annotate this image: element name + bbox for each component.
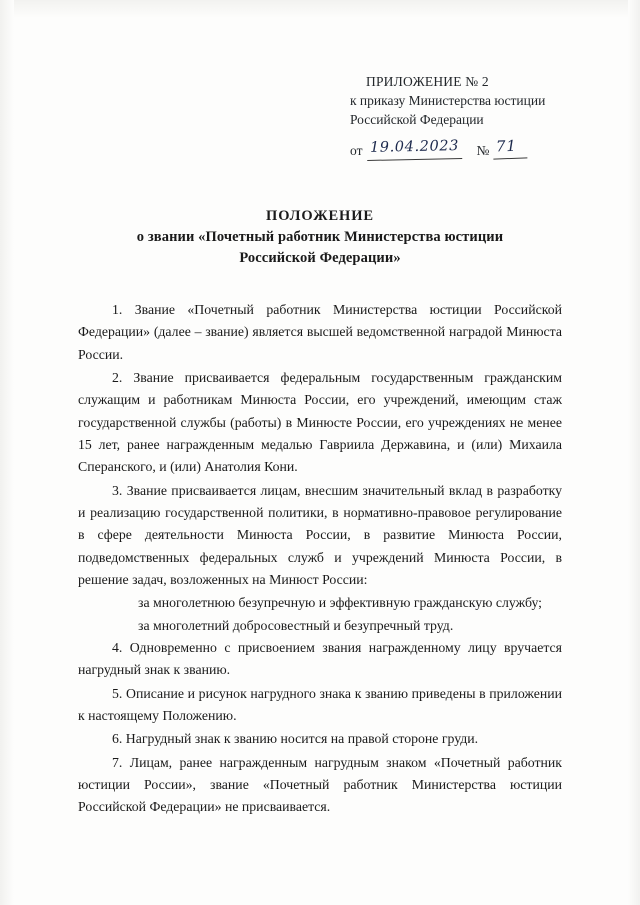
appendix-header bbox=[348, 72, 640, 160]
paragraph-6: 6. Нагрудный знак к званию носится на правой стороне груди. bbox=[112, 731, 479, 747]
paragraph-4: 4. Одновременно с присвоением звания награжденному лицу вручается нагрудный знак к званию. bbox=[78, 639, 562, 678]
document-body bbox=[78, 299, 562, 819]
paragraph-2: 2. Звание присваивается федеральным государственным гражданским служащим и работникам Минюста России, его учреждений, имеющим стаж государственной службы (работы) в Минюсте России, его учреждениях не менее 15 лет, ранее награжденным медалью Гавриила Державина, и (или) Михаила Сперанского, и (или) Анатолия Кони. bbox=[78, 369, 562, 475]
appendix-number-line: ПРИЛОЖЕНИЕ № 2 bbox=[366, 74, 489, 89]
document-title bbox=[78, 206, 562, 269]
title-line-3: Российской Федерации» bbox=[239, 249, 401, 266]
title-line-2: о звании «Почетный работник Министерства юстиции bbox=[136, 228, 504, 245]
title-line-1: ПОЛОЖЕНИЕ bbox=[266, 207, 374, 224]
order-reference-line-2: Российской Федерации bbox=[350, 112, 484, 128]
subparagraph-1: за многолетнюю безупречную и эффективную гражданскую службу; bbox=[138, 595, 543, 611]
scan-edge-left bbox=[0, 0, 14, 905]
number-label: № bbox=[476, 142, 490, 158]
paragraph-3: 3. Звание присваивается лицам, внесшим значительный вклад в разработку и реализацию государственной политики, в нормативно-правовое регулирование в сфере деятельности Минюста России, в развитие Минюста России, подведомственных федеральных служб и учреждений Минюста России, в решение задач, возложенных на Минюст России: bbox=[78, 482, 562, 587]
order-date-number-line bbox=[348, 136, 640, 159]
handwritten-number: 71 bbox=[493, 136, 527, 160]
paragraph-1: 1. Звание «Почетный работник Министерства юстиции Российской Федерации» (далее – звание) является высшей ведомственной наградой Минюста России. bbox=[78, 301, 562, 362]
order-reference-line-1: к приказу Министерства юстиции bbox=[350, 93, 546, 109]
handwritten-date: 19.04.2023 bbox=[367, 136, 462, 161]
subparagraph-2: за многолетний добросовестный и безупречный труд. bbox=[138, 617, 454, 633]
paragraph-7: 7. Лицам, ранее награжденным нагрудным знаком «Почетный работник юстиции России», звание «Почетный работник Министерства юстиции Российской Федерации» не присваивается. bbox=[78, 754, 562, 815]
document-content bbox=[78, 72, 562, 820]
date-label: от bbox=[350, 142, 363, 158]
paragraph-5: 5. Описание и рисунок нагрудного знака к званию приведены в приложении к настоящему Положению. bbox=[78, 685, 562, 723]
scan-edge-top bbox=[0, 0, 640, 18]
